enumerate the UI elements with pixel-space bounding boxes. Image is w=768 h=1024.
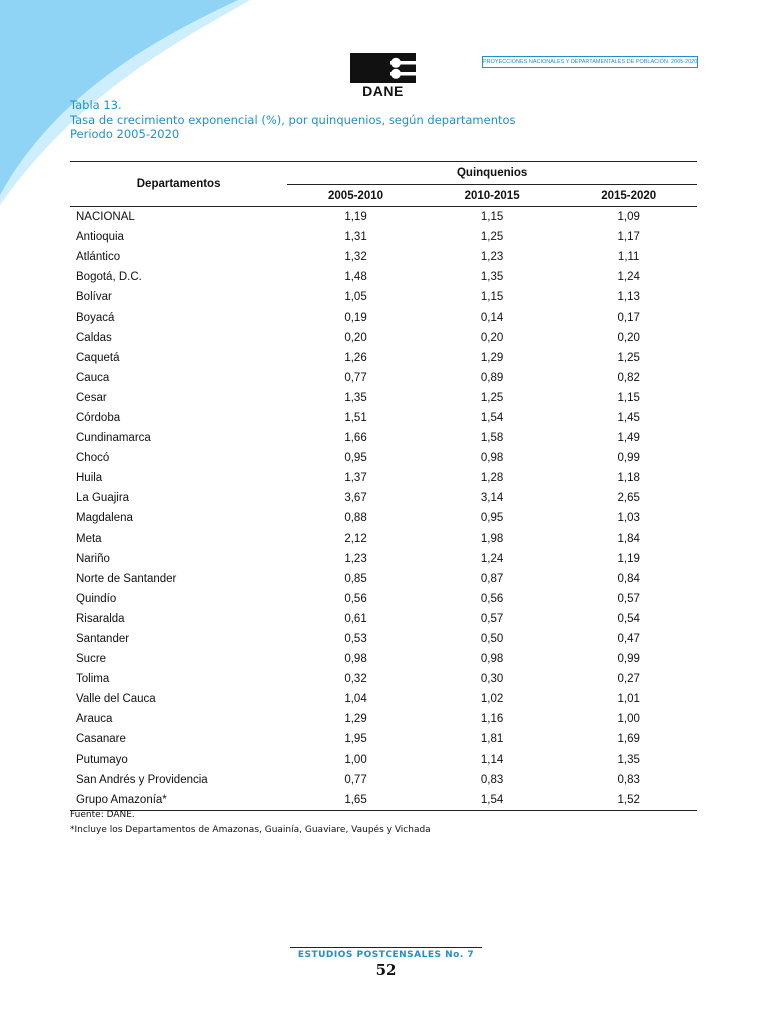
growth-rate-value: 0,32 [344, 673, 367, 686]
growth-rate-value: 0,17 [617, 311, 640, 324]
growth-rate-value: 1,13 [617, 291, 640, 304]
department-name: Grupo Amazonía* [70, 790, 287, 811]
header-period: 2010-2015 [424, 185, 561, 207]
footer-series-title: ESTUDIOS POSTCENSALES No. 7 [297, 950, 475, 960]
table-row [70, 750, 697, 770]
table-row [70, 227, 697, 247]
growth-rate-value: 1,29 [344, 713, 367, 726]
growth-rate-value: 1,01 [617, 693, 640, 706]
growth-rate-value: 1,45 [617, 411, 640, 424]
growth-rate-value: 1,24 [480, 552, 504, 565]
growth-rate-value: 1,23 [480, 251, 504, 264]
growth-rate-value: 1,14 [480, 753, 504, 766]
growth-rate-value: 0,88 [344, 512, 367, 525]
growth-rate-value: 1,69 [617, 733, 640, 746]
department-name: Santander [76, 633, 130, 646]
footer-divider [290, 947, 482, 948]
growth-rate-value: 1,18 [617, 472, 640, 485]
department-name: Magdalena [76, 512, 133, 525]
caption-title: Tasa de crecimiento exponencial (%), por quinquenios, según departamentos [70, 112, 516, 127]
growth-rate-value: 1,26 [344, 351, 367, 364]
department-name: Córdoba [76, 411, 121, 424]
growth-rate-value: 1,35 [617, 753, 640, 766]
table-row [70, 468, 697, 488]
growth-rate-value: 0,14 [480, 311, 504, 324]
department-name: Caquetá [76, 351, 120, 364]
growth-rate-value: 1,58 [480, 432, 504, 445]
growth-rate-value: 0,19 [344, 311, 367, 324]
growth-rate-value: 0,56 [480, 592, 504, 605]
department-name: NACIONAL [76, 211, 135, 224]
table-row [70, 267, 697, 287]
department-name: Putumayo [76, 753, 128, 766]
department-name: Meta [76, 532, 102, 545]
department-name: Risaralda [76, 612, 125, 625]
table-row [70, 368, 697, 388]
table-row [70, 307, 697, 327]
department-name: Cesar [76, 391, 107, 404]
growth-rate-value: 0,61 [344, 612, 367, 625]
growth-rate-value: 1,25 [617, 351, 640, 364]
growth-rate-value: 0,47 [617, 633, 640, 646]
growth-rate-value: 1,19 [344, 211, 367, 224]
growth-rate-value: 1,25 [480, 231, 504, 244]
table-row [70, 428, 697, 448]
growth-rate-value: 0,95 [480, 512, 504, 525]
growth-rate-value: 1,05 [344, 291, 367, 304]
table-row [70, 770, 697, 790]
growth-rate-value: 0,77 [344, 773, 367, 786]
growth-rate-value: 0,57 [480, 612, 504, 625]
department-name: Bolívar [76, 291, 112, 304]
growth-rate-value: 0,53 [344, 633, 367, 646]
growth-rate-value: 0,98 [480, 653, 504, 666]
growth-rate-value: 1,16 [480, 713, 504, 726]
department-name: Tolima [76, 673, 110, 686]
growth-rate-value: 1,84 [617, 532, 640, 545]
growth-rate-value: 1,54 [424, 790, 561, 811]
growth-rate-value: 0,99 [617, 452, 640, 465]
growth-rate-value: 0,99 [617, 653, 640, 666]
department-name: Sucre [76, 653, 107, 666]
department-name: Valle del Cauca [76, 693, 156, 706]
growth-rate-table [70, 161, 697, 811]
growth-rate-value: 0,98 [480, 452, 504, 465]
growth-rate-value: 1,49 [617, 432, 640, 445]
table-row [70, 529, 697, 549]
table-row [70, 388, 697, 408]
growth-rate-value: 1,29 [480, 351, 504, 364]
growth-rate-value: 1,31 [344, 231, 367, 244]
publication-header: PROYECCIONES NACIONALES Y DEPARTAMENTALES DE POBLACIÓN. 2005-2020 [482, 56, 698, 68]
growth-rate-value: 1,32 [344, 251, 367, 264]
department-name: Chocó [76, 452, 110, 465]
growth-rate-value: 0,85 [344, 572, 367, 585]
department-name: Boyacá [76, 311, 115, 324]
growth-rate-value: 1,15 [617, 391, 640, 404]
growth-rate-value: 1,81 [480, 733, 504, 746]
growth-rate-value: 0,87 [480, 572, 504, 585]
growth-rate-value: 1,37 [344, 472, 367, 485]
department-name: Norte de Santander [76, 572, 177, 585]
growth-rate-value: 3,67 [344, 492, 367, 505]
growth-rate-value: 1,02 [480, 693, 504, 706]
table-row [70, 569, 697, 589]
growth-rate-value: 0,83 [617, 773, 640, 786]
growth-rate-value: 1,15 [480, 211, 504, 224]
department-name: Quindío [76, 592, 117, 605]
growth-rate-value: 0,83 [480, 773, 504, 786]
growth-rate-value: 1,35 [480, 271, 504, 284]
department-name: Casanare [76, 733, 126, 746]
department-name: La Guajira [76, 492, 130, 505]
growth-rate-value: 1,65 [287, 790, 424, 811]
table-caption [70, 98, 516, 142]
growth-rate-value: 1,28 [480, 472, 504, 485]
growth-rate-value: 0,98 [344, 653, 367, 666]
caption-period: Periodo 2005-2020 [70, 127, 180, 141]
table-row [70, 348, 697, 368]
department-name: Bogotá, D.C. [76, 271, 142, 284]
department-name: Arauca [76, 713, 113, 726]
caption-table-number: Tabla 13. [70, 98, 122, 112]
growth-rate-value: 1,11 [617, 251, 640, 264]
table-row [70, 609, 697, 629]
table-row [70, 287, 697, 307]
growth-rate-value: 1,09 [617, 211, 640, 224]
department-name: Huila [76, 472, 103, 485]
table-row [70, 508, 697, 528]
growth-rate-value: 1,04 [344, 693, 367, 706]
department-name: Antioquia [76, 231, 124, 244]
growth-rate-value: 1,52 [560, 790, 697, 811]
table-row [70, 629, 697, 649]
growth-rate-value: 0,84 [617, 572, 640, 585]
table-row [70, 488, 697, 508]
header-period: 2015-2020 [560, 185, 697, 207]
table-row [70, 207, 697, 228]
source-note: Fuente: DANE. [70, 810, 135, 820]
growth-rate-value: 1,00 [617, 713, 640, 726]
table-notes [70, 808, 431, 838]
table-row [70, 247, 697, 267]
growth-rate-value: 0,57 [617, 592, 640, 605]
growth-rate-value: 1,15 [480, 291, 504, 304]
growth-rate-value: 0,27 [617, 673, 640, 686]
growth-rate-value: 1,95 [344, 733, 367, 746]
header-quinquenios: Quinquenios [287, 162, 697, 185]
department-name: Cundinamarca [76, 432, 151, 445]
growth-rate-value: 1,24 [617, 271, 640, 284]
department-name: San Andrés y Providencia [76, 773, 208, 786]
logo-wordmark: DANE [362, 83, 404, 99]
table-row [70, 408, 697, 428]
growth-rate-value: 0,20 [617, 331, 640, 344]
growth-rate-value: 0,20 [480, 331, 504, 344]
table-row [70, 649, 697, 669]
page-number: 52 [375, 961, 397, 979]
header-departamentos: Departamentos [70, 162, 287, 207]
table-row [70, 328, 697, 348]
header-period: 2005-2010 [287, 185, 424, 207]
growth-rate-value: 1,35 [344, 391, 367, 404]
table-row [70, 709, 697, 729]
table-body [70, 207, 697, 811]
table-row [70, 589, 697, 609]
footnote: *Incluye los Departamentos de Amazonas, Guainía, Guaviare, Vaupés y Vichada [70, 825, 431, 835]
growth-rate-value: 1,54 [480, 411, 504, 424]
growth-rate-value: 1,51 [344, 411, 367, 424]
growth-rate-value: 1,19 [617, 552, 640, 565]
growth-rate-value: 0,95 [344, 452, 367, 465]
growth-rate-value: 1,66 [344, 432, 367, 445]
table-row [70, 669, 697, 689]
growth-rate-value: 1,25 [480, 391, 504, 404]
department-name: Cauca [76, 371, 110, 384]
growth-rate-value: 3,14 [480, 492, 504, 505]
growth-rate-value: 1,48 [344, 271, 367, 284]
growth-rate-value: 0,77 [344, 371, 367, 384]
department-name: Atlántico [76, 251, 121, 264]
table-row [70, 549, 697, 569]
department-name: Caldas [76, 331, 112, 344]
department-name: Nariño [76, 552, 110, 565]
growth-rate-value: 1,17 [617, 231, 640, 244]
growth-rate-value: 1,00 [344, 753, 367, 766]
growth-rate-value: 2,12 [344, 532, 367, 545]
growth-rate-value: 0,30 [480, 673, 504, 686]
table-row [70, 689, 697, 709]
growth-rate-value: 1,23 [344, 552, 367, 565]
growth-rate-value: 0,89 [480, 371, 504, 384]
growth-rate-value: 0,82 [617, 371, 640, 384]
growth-rate-value: 0,50 [480, 633, 504, 646]
growth-rate-value: 0,56 [344, 592, 367, 605]
growth-rate-value: 0,20 [344, 331, 367, 344]
table-row [70, 448, 697, 468]
growth-rate-value: 0,54 [617, 612, 640, 625]
growth-rate-value: 1,98 [480, 532, 504, 545]
table-row [70, 729, 697, 749]
growth-rate-value: 2,65 [617, 492, 640, 505]
growth-rate-value: 1,03 [617, 512, 640, 525]
